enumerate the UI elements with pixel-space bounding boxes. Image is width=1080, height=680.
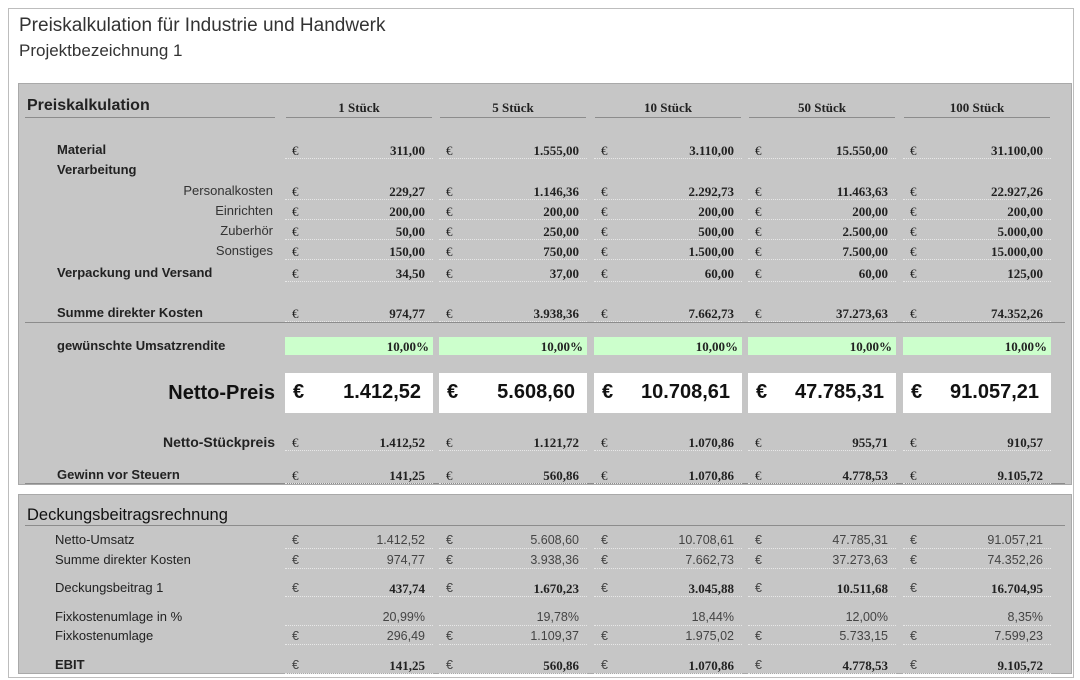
cell-material-10[interactable] [594,141,742,159]
cell-einrichten-5[interactable] [439,202,587,220]
cell-einrichten-100[interactable] [903,202,1051,220]
cell-fixkosten-5[interactable] [439,627,587,645]
cell-value: 9.105,72 [997,658,1043,673]
currency-symbol: € [910,224,917,239]
currency-symbol: € [755,581,762,595]
currency-symbol: € [910,204,917,219]
cell-value: 47.785,31 [795,381,884,403]
cell-summe-direkt-10[interactable] [594,304,742,322]
currency-symbol: € [755,266,762,281]
cell-value: 229,27 [389,184,425,199]
currency-symbol: € [446,435,453,450]
section-title-underline [25,117,275,118]
cell-summe-direkt-1[interactable] [285,304,433,322]
currency-symbol: € [755,204,762,219]
input-umsatzrendite-10[interactable] [594,337,742,355]
cell-value: 1.412,52 [379,435,425,450]
cell-einrichten-50[interactable] [748,202,896,220]
cell-value: 10.708,61 [641,381,730,403]
label-material: Material [57,142,107,157]
cell-value: 10,00% [695,339,738,354]
cell-value: 200,00 [543,204,579,219]
cell-material-100[interactable] [903,141,1051,159]
currency-symbol: € [755,533,762,547]
cell-fixkosten-50[interactable] [748,627,896,645]
cell-value: 4.778,53 [842,658,888,673]
cell-value: 296,49 [386,629,425,643]
cell-fixkosten-1[interactable] [285,627,433,645]
cell-value: 1.146,36 [533,184,579,199]
currency-symbol: € [910,184,917,199]
currency-symbol: € [446,266,453,281]
cell-fix-prozent-10[interactable] [594,608,742,626]
label-gewinn-vor-steuern: Gewinn vor Steuern [57,467,180,482]
cell-value: 15.000,00 [991,244,1043,259]
cell-value: 34,50 [395,266,425,281]
cell-value: 437,74 [389,581,425,596]
cell-db1-100[interactable] [903,579,1051,597]
currency-symbol: € [446,468,453,483]
cell-value: 74.352,26 [991,306,1043,321]
cell-verpackung-50[interactable] [748,264,896,282]
column-header-5: 5 Stück [492,100,534,115]
currency-symbol: € [910,266,917,281]
currency-symbol: € [601,224,608,239]
cell-zuberhoer-1[interactable] [285,222,433,240]
cell-gewinn-5[interactable] [439,466,587,484]
cell-db1-10[interactable] [594,579,742,597]
label-verarbeitung: Verarbeitung [57,162,137,177]
cell-einrichten-1[interactable] [285,202,433,220]
cell-stueckpreis-50[interactable] [748,433,896,451]
spreadsheet-page [8,8,1074,678]
netto-preis-10[interactable] [594,373,742,413]
cell-value: 1.412,52 [343,381,421,403]
label-einrichten: Einrichten [215,203,273,218]
cell-sonstiges-100[interactable] [903,242,1051,260]
cell-stueckpreis-5[interactable] [439,433,587,451]
cell-db-kosten-5[interactable] [439,551,587,569]
cell-value: 141,25 [389,468,425,483]
cell-verpackung-1[interactable] [285,264,433,282]
cell-sonstiges-5[interactable] [439,242,587,260]
cell-value: 15.550,00 [836,143,888,158]
currency-symbol: € [601,553,608,567]
cell-material-1[interactable] [285,141,433,159]
currency-symbol: € [446,184,453,199]
cell-netto-umsatz-100[interactable] [903,531,1051,549]
cell-value: 74.352,26 [987,553,1043,567]
label-ebit: EBIT [55,657,85,672]
currency-symbol: € [910,629,917,643]
netto-preis-1[interactable] [285,373,433,413]
cell-value: 10.511,68 [836,581,888,596]
cell-value: 4.778,53 [842,468,888,483]
currency-symbol: € [755,244,762,259]
currency-symbol: € [446,581,453,595]
cell-value: 16.704,95 [991,581,1043,596]
currency-symbol: € [292,224,299,239]
cell-value: 5.608,60 [497,381,575,403]
cell-db1-5[interactable] [439,579,587,597]
currency-symbol: € [755,553,762,567]
currency-symbol: € [601,533,608,547]
currency-symbol: € [601,306,608,321]
cell-netto-umsatz-5[interactable] [439,531,587,549]
cell-netto-umsatz-10[interactable] [594,531,742,549]
cell-fixkosten-100[interactable] [903,627,1051,645]
cell-personalkosten-100[interactable] [903,182,1051,200]
cell-value: 1.670,23 [533,581,579,596]
cell-db-kosten-100[interactable] [903,551,1051,569]
cell-value: 47.785,31 [832,533,888,547]
cell-value: 60,00 [858,266,888,281]
cell-fix-prozent-1[interactable] [285,608,433,626]
input-umsatzrendite-1[interactable] [285,337,433,355]
currency-symbol: € [755,468,762,483]
currency-symbol: € [755,143,762,158]
cell-value: 200,00 [698,204,734,219]
cell-value: 3.938,36 [533,306,579,321]
currency-symbol: € [446,244,453,259]
currency-symbol: € [601,266,608,281]
column-header-underline [595,117,741,118]
cell-summe-direkt-5[interactable] [439,304,587,322]
cell-value: 200,00 [1007,204,1043,219]
cell-sonstiges-50[interactable] [748,242,896,260]
label-deckungsbeitrag-1: Deckungsbeitrag 1 [55,580,164,595]
currency-symbol: € [292,629,299,643]
cell-value: 311,00 [389,143,425,158]
cell-personalkosten-50[interactable] [748,182,896,200]
currency-symbol: € [910,306,917,321]
cell-value: 2.500,00 [842,224,888,239]
cell-verpackung-5[interactable] [439,264,587,282]
label-netto-stueckpreis: Netto-Stückpreis [162,434,275,450]
cell-value: 974,77 [389,306,425,321]
cell-value: 37.273,63 [832,553,888,567]
currency-symbol: € [446,204,453,219]
cell-value: 7.599,23 [994,629,1043,643]
column-header-10: 10 Stück [643,100,693,115]
currency-symbol: € [601,658,608,672]
cell-netto-umsatz-1[interactable] [285,531,433,549]
cell-sonstiges-1[interactable] [285,242,433,260]
cell-db-kosten-10[interactable] [594,551,742,569]
cell-ebit-50[interactable] [748,656,896,674]
currency-symbol: € [293,381,305,403]
cell-ebit-100[interactable] [903,656,1051,674]
cell-value: 10,00% [849,339,892,354]
cell-db-kosten-1[interactable] [285,551,433,569]
cell-zuberhoer-10[interactable] [594,222,742,240]
netto-preis-100[interactable] [903,373,1051,413]
currency-symbol: € [602,381,614,403]
cell-summe-direkt-50[interactable] [748,304,896,322]
currency-symbol: € [910,435,917,450]
cell-fix-prozent-50[interactable] [748,608,896,626]
currency-symbol: € [910,553,917,567]
cell-stueckpreis-100[interactable] [903,433,1051,451]
label-verpackung-versand: Verpackung und Versand [57,265,213,280]
cell-summe-direkt-100[interactable] [903,304,1051,322]
currency-symbol: € [755,658,762,672]
cell-value: 12,00% [845,610,888,624]
currency-symbol: € [292,143,299,158]
currency-symbol: € [292,184,299,199]
cell-material-50[interactable] [748,141,896,159]
cell-personalkosten-10[interactable] [594,182,742,200]
cell-value: 955,71 [852,435,888,450]
column-header-underline [440,117,586,118]
section-title-preiskalkulation: Preiskalkulation [27,97,150,114]
cell-value: 10.708,61 [678,533,734,547]
cell-material-5[interactable] [439,141,587,159]
currency-symbol: € [601,629,608,643]
cell-value: 125,00 [1007,266,1043,281]
cell-value: 1.121,72 [533,435,579,450]
cell-value: 10,00% [540,339,583,354]
cell-value: 150,00 [389,244,425,259]
cell-value: 5.608,60 [530,533,579,547]
cell-personalkosten-5[interactable] [439,182,587,200]
cell-value: 91.057,21 [950,381,1039,403]
currency-symbol: € [601,581,608,595]
currency-symbol: € [292,435,299,450]
cell-value: 18,44% [691,610,734,624]
currency-symbol: € [756,381,768,403]
cell-value: 11.463,63 [836,184,888,199]
currency-symbol: € [446,658,453,672]
cell-value: 91.057,21 [987,533,1043,547]
cell-einrichten-10[interactable] [594,202,742,220]
currency-symbol: € [601,143,608,158]
cell-value: 250,00 [543,224,579,239]
currency-symbol: € [601,435,608,450]
cell-value: 60,00 [704,266,734,281]
cell-value: 200,00 [389,204,425,219]
currency-symbol: € [292,306,299,321]
cell-stueckpreis-1[interactable] [285,433,433,451]
cell-value: 560,86 [543,468,579,483]
cell-zuberhoer-5[interactable] [439,222,587,240]
label-summe-direkter-kosten: Summe direkter Kosten [57,305,203,320]
cell-zuberhoer-100[interactable] [903,222,1051,240]
cell-value: 31.100,00 [991,143,1043,158]
section-title-deckungsbeitrag: Deckungsbeitragsrechnung [27,506,228,524]
currency-symbol: € [910,658,917,672]
cell-value: 10,00% [386,339,429,354]
currency-symbol: € [601,468,608,483]
input-umsatzrendite-50[interactable] [748,337,896,355]
cell-ebit-5[interactable] [439,656,587,674]
cell-value: 560,86 [543,658,579,673]
cell-value: 1.412,52 [376,533,425,547]
cell-gewinn-1[interactable] [285,466,433,484]
cell-verpackung-100[interactable] [903,264,1051,282]
cell-personalkosten-1[interactable] [285,182,433,200]
cell-value: 141,25 [389,658,425,673]
input-umsatzrendite-100[interactable] [903,337,1051,355]
cell-value: 7.500,00 [842,244,888,259]
cell-gewinn-100[interactable] [903,466,1051,484]
currency-symbol: € [601,184,608,199]
cell-value: 1.109,37 [530,629,579,643]
currency-symbol: € [292,658,299,672]
column-header-100: 100 Stück [949,100,1005,115]
currency-symbol: € [910,143,917,158]
currency-symbol: € [292,244,299,259]
input-umsatzrendite-5[interactable] [439,337,587,355]
currency-symbol: € [755,629,762,643]
cell-value: 3.938,36 [530,553,579,567]
netto-preis-50[interactable] [748,373,896,413]
label-sonstiges: Sonstiges [215,243,273,258]
currency-symbol: € [292,533,299,547]
cell-ebit-1[interactable] [285,656,433,674]
currency-symbol: € [910,581,917,595]
cell-value: 1.975,02 [685,629,734,643]
currency-symbol: € [292,266,299,281]
label-netto-umsatz: Netto-Umsatz [55,532,135,547]
currency-symbol: € [446,553,453,567]
currency-symbol: € [446,224,453,239]
cell-stueckpreis-10[interactable] [594,433,742,451]
cell-value: 2.292,73 [688,184,734,199]
cell-fixkosten-10[interactable] [594,627,742,645]
cell-value: 7.662,73 [688,306,734,321]
cell-value: 37.273,63 [836,306,888,321]
currency-symbol: € [910,244,917,259]
cell-fix-prozent-100[interactable] [903,608,1051,626]
currency-symbol: € [446,306,453,321]
cell-value: 50,00 [395,224,425,239]
label-zuberhoer: Zuberhör [220,223,273,238]
label-netto-preis: Netto-Preis [168,382,275,404]
cell-verpackung-10[interactable] [594,264,742,282]
cell-value: 19,78% [536,610,579,624]
column-header-underline [749,117,895,118]
cell-value: 10,00% [1004,339,1047,354]
currency-symbol: € [446,143,453,158]
column-header-50: 50 Stück [797,100,847,115]
netto-preis-5[interactable] [439,373,587,413]
cell-value: 5.000,00 [997,224,1043,239]
preiskalkulation-panel [18,83,1072,485]
cell-value: 9.105,72 [997,468,1043,483]
currency-symbol: € [910,468,917,483]
cell-value: 37,00 [549,266,579,281]
currency-symbol: € [601,244,608,259]
document-title: Preiskalkulation für Industrie und Handwerk [19,15,386,36]
cell-gewinn-50[interactable] [748,466,896,484]
deckungsbeitrag-panel [18,494,1072,674]
cell-value: 3.110,00 [689,143,734,158]
cell-value: 750,00 [543,244,579,259]
column-header-underline [286,117,432,118]
currency-symbol: € [292,581,299,595]
cell-value: 1.070,86 [688,435,734,450]
cell-value: 500,00 [698,224,734,239]
cell-value: 8,35% [1007,610,1043,624]
section-title-underline [25,525,1065,526]
cell-value: 200,00 [852,204,888,219]
cell-fix-prozent-5[interactable] [439,608,587,626]
cell-value: 22.927,26 [991,184,1043,199]
project-name[interactable]: Projektbezeichnung 1 [19,41,183,60]
cell-db-kosten-50[interactable] [748,551,896,569]
currency-symbol: € [292,468,299,483]
cell-value: 1.555,00 [533,143,579,158]
currency-symbol: € [755,224,762,239]
column-header-1: 1 Stück [338,100,380,115]
cell-value: 3.045,88 [688,581,734,596]
currency-symbol: € [755,306,762,321]
cell-netto-umsatz-50[interactable] [748,531,896,549]
cell-value: 1.070,86 [688,658,734,673]
currency-symbol: € [446,533,453,547]
cell-gewinn-10[interactable] [594,466,742,484]
currency-symbol: € [447,381,459,403]
currency-symbol: € [292,204,299,219]
currency-symbol: € [292,553,299,567]
cell-sonstiges-10[interactable] [594,242,742,260]
cell-value: 20,99% [382,610,425,624]
cell-value: 7.662,73 [685,553,734,567]
label-fixkostenumlage-prozent: Fixkostenumlage in % [55,609,183,624]
currency-symbol: € [755,435,762,450]
label-umsatzrendite: gewünschte Umsatzrendite [57,338,226,353]
separator-line [25,322,1065,323]
currency-symbol: € [910,533,917,547]
cell-value: 1.070,86 [688,468,734,483]
currency-symbol: € [755,184,762,199]
currency-symbol: € [911,381,923,403]
currency-symbol: € [601,204,608,219]
cell-zuberhoer-50[interactable] [748,222,896,240]
label-fixkostenumlage: Fixkostenumlage [55,628,154,643]
cell-value: 1.500,00 [688,244,734,259]
currency-symbol: € [446,629,453,643]
cell-value: 910,57 [1007,435,1043,450]
cell-db1-1[interactable] [285,579,433,597]
cell-ebit-10[interactable] [594,656,742,674]
cell-value: 5.733,15 [839,629,888,643]
cell-value: 974,77 [386,553,425,567]
column-header-underline [904,117,1050,118]
cell-db1-50[interactable] [748,579,896,597]
label-summe-direkter-kosten-db: Summe direkter Kosten [55,552,191,567]
label-personalkosten: Personalkosten [183,183,273,198]
